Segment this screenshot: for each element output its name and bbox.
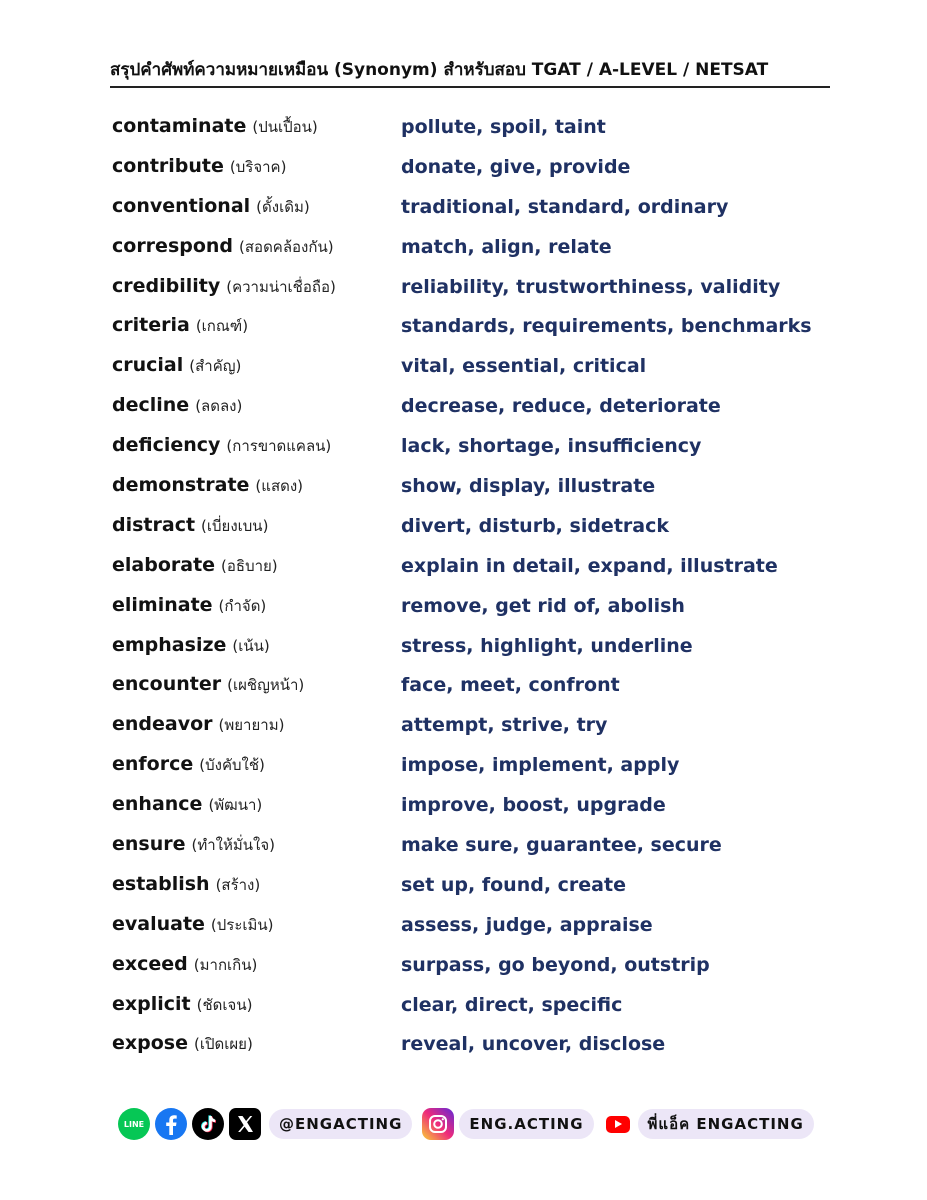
vocab-row [112,905,832,945]
vocab-term: endeavor [112,713,213,736]
vocab-synonyms: reliability, trustworthiness, validity [401,275,781,298]
vocab-synonyms: stress, highlight, underline [401,634,693,657]
vocab-term: contribute [112,154,224,177]
term-cell [112,793,401,817]
vocab-row [112,705,832,745]
x-icon [229,1108,261,1140]
title-divider [110,86,830,88]
vocab-term: encounter [112,673,222,696]
vocab-term: emphasize [112,633,227,656]
vocab-term: exceed [112,952,188,975]
vocab-thai-meaning: (เผชิญหน้า) [227,676,305,695]
vocab-row [112,865,832,905]
vocab-thai-meaning: (ปนเปื้อน) [252,117,318,136]
vocab-term: demonstrate [112,473,250,496]
vocab-synonyms: impose, implement, apply [401,754,680,777]
vocab-synonyms: assess, judge, appraise [401,913,653,936]
vocab-term: eliminate [112,593,213,616]
term-cell [112,953,401,977]
vocab-thai-meaning: (บริจาค) [229,157,287,176]
vocab-term: enforce [112,753,194,776]
term-cell [112,993,401,1017]
vocab-thai-meaning: (พัฒนา) [208,796,263,815]
vocab-thai-meaning: (พยายาม) [218,716,285,735]
vocab-row [112,825,832,865]
vocab-synonyms: show, display, illustrate [401,474,656,497]
term-cell [112,873,401,897]
vocab-synonyms: divert, disturb, sidetrack [401,514,669,537]
vocab-term: correspond [112,234,234,257]
term-cell [112,753,401,777]
vocab-term: distract [112,513,196,536]
line-icon [118,1108,150,1140]
vocab-row [112,227,832,267]
vocab-term: criteria [112,314,190,337]
term-cell [112,594,401,618]
vocab-synonyms: decrease, reduce, deteriorate [401,395,721,418]
vocab-thai-meaning: (ทำให้มั่นใจ) [191,835,275,854]
vocab-term: crucial [112,354,184,377]
vocab-row [112,546,832,586]
facebook-icon [155,1108,187,1140]
term-cell [112,434,401,458]
vocab-thai-meaning: (เบี่ยงเบน) [201,516,269,535]
vocab-thai-meaning: (สอดคล้องกัน) [239,237,334,256]
term-cell [112,314,401,338]
handle-youtube-channel: พี่แอ็ค ENGACTING [638,1109,814,1139]
vocab-row [112,985,832,1025]
vocab-synonyms: clear, direct, specific [401,993,623,1016]
instagram-icon [422,1108,454,1140]
term-cell [112,354,401,378]
term-cell [112,554,401,578]
vocab-term: credibility [112,274,221,297]
term-cell [112,394,401,418]
social-footer [118,1107,824,1141]
term-cell [112,195,401,219]
vocab-thai-meaning: (สร้าง) [215,875,261,894]
vocab-thai-meaning: (ดั้งเดิม) [256,197,310,216]
vocab-term: enhance [112,793,203,816]
vocab-thai-meaning: (สำคัญ) [189,357,242,376]
vocab-row [112,665,832,705]
vocab-thai-meaning: (ลดลง) [195,397,243,416]
vocab-term: conventional [112,194,251,217]
term-cell [112,115,401,139]
vocab-synonyms: face, meet, confront [401,674,620,697]
vocab-synonyms: improve, boost, upgrade [401,794,666,817]
vocab-thai-meaning: (การขาดแคลน) [226,437,332,456]
vocab-thai-meaning: (ชัดเจน) [196,995,253,1014]
term-cell [112,275,401,299]
vocab-row [112,147,832,187]
vocab-synonyms: lack, shortage, insufficiency [401,435,702,458]
vocab-term: decline [112,394,190,417]
vocab-row [112,466,832,506]
vocab-thai-meaning: (กำจัด) [218,596,267,615]
vocab-row [112,426,832,466]
vocab-row [112,1024,832,1064]
vocab-term: expose [112,1032,188,1055]
tiktok-icon [192,1108,224,1140]
vocab-synonyms: make sure, guarantee, secure [401,833,722,856]
vocab-synonyms: pollute, spoil, taint [401,115,606,138]
vocab-row [112,386,832,426]
vocab-term: ensure [112,832,186,855]
vocab-thai-meaning: (บังคับใช้) [199,756,265,775]
vocab-row [112,267,832,307]
term-cell [112,713,401,737]
vocab-row [112,745,832,785]
vocab-thai-meaning: (ประเมิน) [210,915,274,934]
vocab-row [112,107,832,147]
vocab-row [112,785,832,825]
term-cell [112,634,401,658]
handle-engacting: @ENGACTING [269,1109,412,1139]
vocab-thai-meaning: (เน้น) [232,636,270,655]
vocab-row [112,945,832,985]
vocab-synonyms: set up, found, create [401,873,626,896]
vocab-thai-meaning: (แสดง) [255,476,304,495]
line-icon-text: LINE [123,1119,145,1129]
vocab-synonyms: surpass, go beyond, outstrip [401,953,710,976]
vocab-list [112,107,832,1064]
vocab-row [112,346,832,386]
vocab-thai-meaning: (มากเกิน) [193,955,258,974]
term-cell [112,833,401,857]
vocab-row [112,626,832,666]
vocab-term: explicit [112,992,191,1015]
vocab-term: contaminate [112,114,247,137]
term-cell [112,514,401,538]
vocab-term: establish [112,872,210,895]
term-cell [112,235,401,259]
vocab-row [112,586,832,626]
vocab-thai-meaning: (เปิดเผย) [194,1035,253,1054]
vocab-thai-meaning: (อธิบาย) [221,556,278,575]
page-title: สรุปคำศัพท์ความหมายเหมือน (Synonym) สำหรับสอบ TGAT / A-LEVEL / NETSAT [110,60,769,80]
vocab-term: elaborate [112,553,216,576]
vocab-thai-meaning: (เกณฑ์) [195,317,249,336]
youtube-icon [606,1116,630,1133]
vocab-thai-meaning: (ความน่าเชื่อถือ) [226,277,336,296]
vocab-synonyms: standards, requirements, benchmarks [401,315,812,338]
vocab-synonyms: vital, essential, critical [401,355,647,378]
handle-eng-acting: ENG.ACTING [459,1109,593,1139]
vocab-synonyms: donate, give, provide [401,155,631,178]
vocab-term: deficiency [112,434,221,457]
term-cell [112,1032,401,1056]
vocab-synonyms: match, align, relate [401,235,612,258]
term-cell [112,913,401,937]
vocab-term: evaluate [112,912,205,935]
term-cell [112,474,401,498]
vocab-synonyms: explain in detail, expand, illustrate [401,554,778,577]
vocab-synonyms: reveal, uncover, disclose [401,1033,666,1056]
vocab-synonyms: remove, get rid of, abolish [401,594,685,617]
term-cell [112,155,401,179]
vocab-row [112,187,832,227]
vocab-row [112,306,832,346]
vocab-synonyms: traditional, standard, ordinary [401,195,729,218]
vocab-row [112,506,832,546]
vocab-synonyms: attempt, strive, try [401,714,608,737]
term-cell [112,673,401,697]
